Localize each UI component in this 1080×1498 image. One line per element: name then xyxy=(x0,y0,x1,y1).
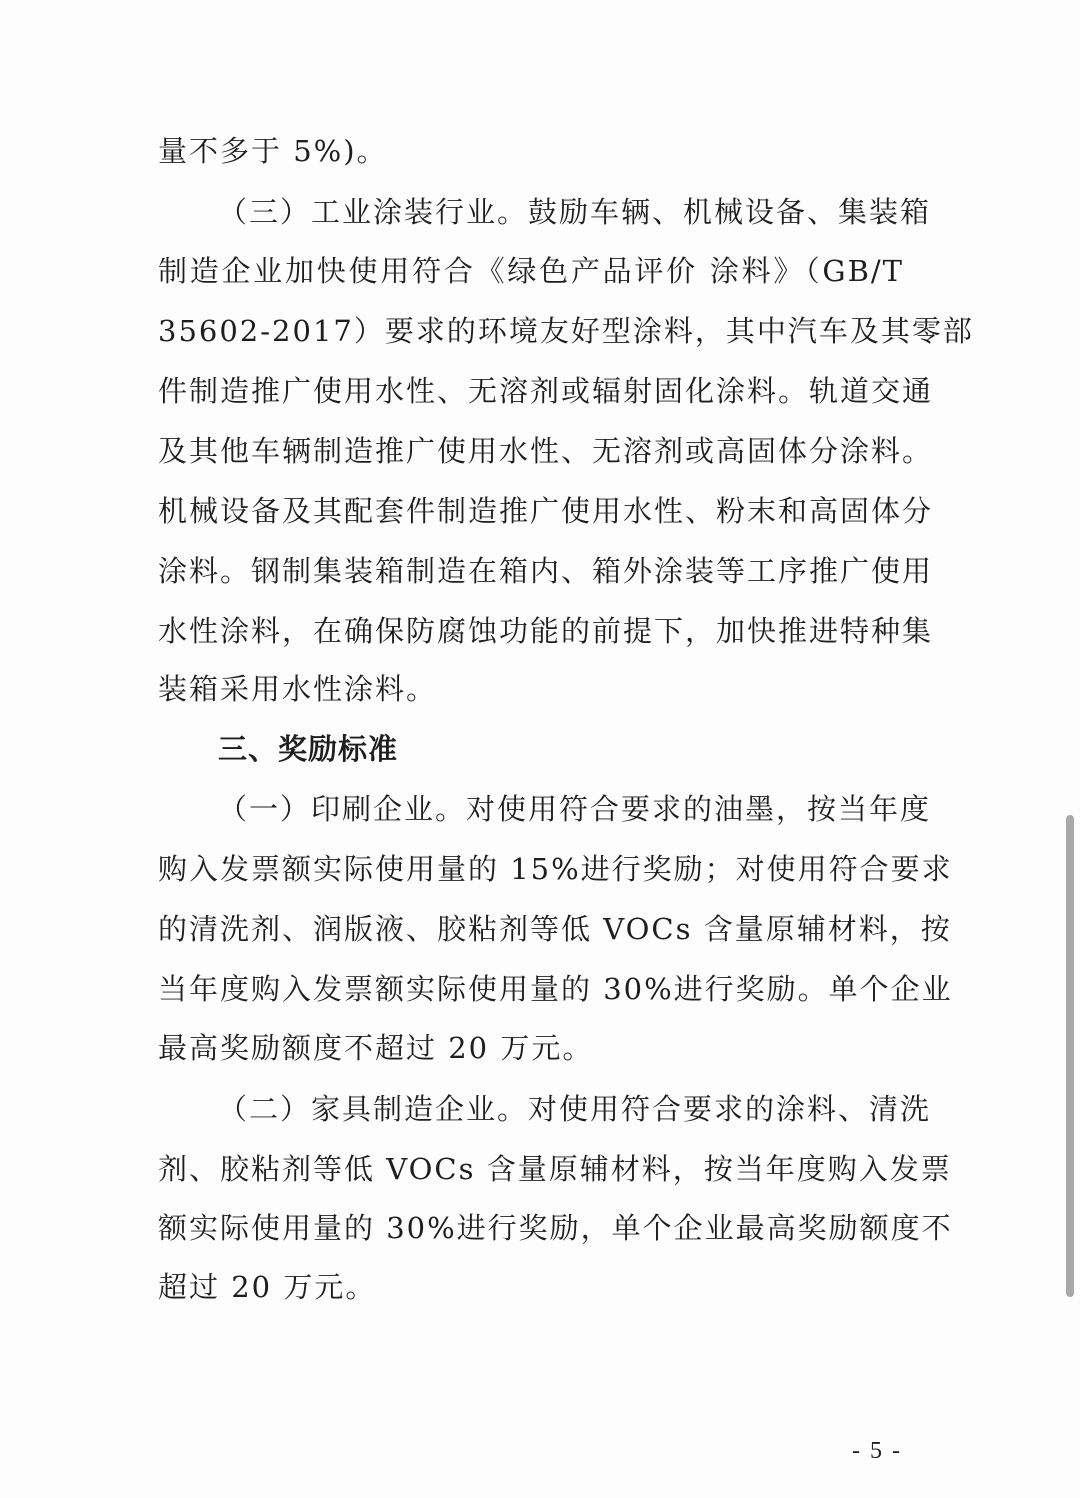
paragraph-1-line-4: 当年度购入发票额实际使用量的 30%进行奖励。单个企业 xyxy=(158,972,953,1006)
page-number: - 5 - xyxy=(852,1438,902,1464)
paragraph-3-line-4: 件制造推广使用水性、无溶剂或辐射固化涂料。轨道交通 xyxy=(158,374,934,408)
paragraph-2-line-4: 超过 20 万元。 xyxy=(158,1270,377,1304)
paragraph-3-line-1: （三）工业涂装行业。鼓励车辆、机械设备、集装箱 xyxy=(218,195,932,229)
paragraph-3-line-8: 水性涂料，在确保防腐蚀功能的前提下，加快推进特种集 xyxy=(158,614,934,648)
paragraph-3-line-7: 涂料。钢制集装箱制造在箱内、箱外涂装等工序推广使用 xyxy=(158,554,934,588)
paragraph-3-line-5: 及其他车辆制造推广使用水性、无溶剂或高固体分涂料。 xyxy=(158,434,934,468)
paragraph-3-line-3: 35602-2017）要求的环境友好型涂料，其中汽车及其零部 xyxy=(158,314,974,348)
text-line-1: 量不多于 5%)。 xyxy=(158,134,388,168)
paragraph-1-line-1: （一）印刷企业。对使用符合要求的油墨，按当年度 xyxy=(218,792,932,826)
paragraph-2-line-1: （二）家具制造企业。对使用符合要求的涂料、清洗 xyxy=(218,1092,932,1126)
paragraph-1-line-2: 购入发票额实际使用量的 15%进行奖励；对使用符合要求 xyxy=(158,852,953,886)
scrollbar-thumb[interactable] xyxy=(1066,815,1074,1297)
paragraph-2-line-3: 额实际使用量的 30%进行奖励，单个企业最高奖励额度不 xyxy=(158,1211,953,1245)
section-heading-reward-standard: 三、奖励标准 xyxy=(218,732,399,766)
paragraph-1-line-5: 最高奖励额度不超过 20 万元。 xyxy=(158,1031,594,1065)
paragraph-3-line-9: 装箱采用水性涂料。 xyxy=(158,672,438,706)
paragraph-3-line-2: 制造企业加快使用符合《绿色产品评价 涂料》（GB/T xyxy=(158,254,904,288)
paragraph-3-line-6: 机械设备及其配套件制造推广使用水性、粉末和高固体分 xyxy=(158,494,934,528)
paragraph-1-line-3: 的清洗剂、润版液、胶粘剂等低 VOCs 含量原辅材料，按 xyxy=(158,912,952,946)
paragraph-2-line-2: 剂、胶粘剂等低 VOCs 含量原辅材料，按当年度购入发票 xyxy=(158,1152,952,1186)
